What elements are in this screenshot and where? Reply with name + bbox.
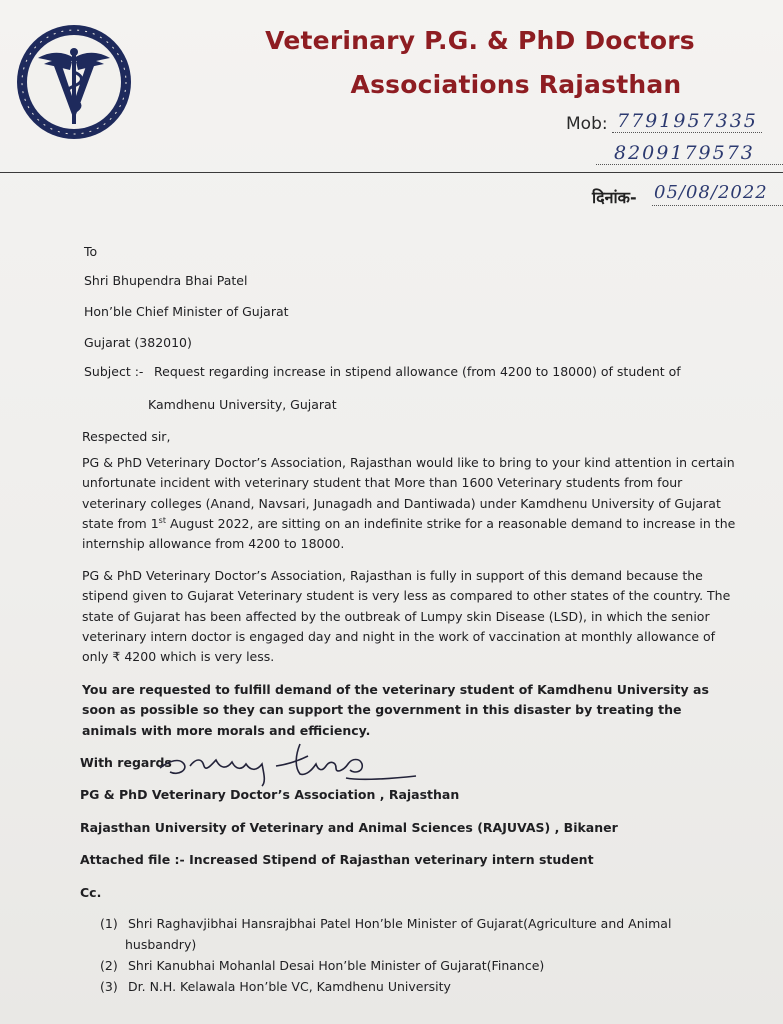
addressee-name: Shri Bhupendra Bhai Patel	[84, 273, 248, 288]
cc-item-2: Shri Kanubhai Mohanlal Desai Hon’ble Minister of Gujarat(Finance)	[128, 958, 545, 973]
handwritten-signature	[150, 730, 420, 790]
subject-line2: Kamdhenu University, Gujarat	[148, 397, 337, 412]
body-paragraph-1-part1: PG & PhD Veterinary Doctor’s Association, Rajasthan would like to bring to your kind attention in certain unfortunate incident with veterinary student that More than 1600 Veterinary students from four veterinary colleges (Anand, Navsari, Junagadh and Dantiwada) under Kamdhenu University of Gujarat state from 1	[82, 455, 735, 531]
mobile-label: Mob:	[566, 114, 608, 134]
university-name: Rajasthan University of Veterinary and Animal Sciences (RAJUVAS) , Bikaner	[80, 820, 618, 835]
date-value: 05/08/2022	[654, 182, 768, 203]
letterhead-divider	[0, 172, 783, 173]
attached-file: Attached file :- Increased Stipend of Rajasthan veterinary intern student	[80, 852, 594, 867]
ordinal-suffix: st	[158, 515, 166, 525]
veterinary-caduceus-logo	[14, 22, 134, 142]
cc-number-2: (2)	[100, 958, 118, 973]
cc-item-1-line2: husbandry)	[125, 937, 197, 952]
date-label: दिनांक-	[592, 188, 637, 207]
cc-label: Cc.	[80, 885, 102, 900]
mobile-dotted-line-1	[612, 132, 762, 133]
cc-item-3: Dr. N.H. Kelawala Hon’ble VC, Kamdhenu University	[128, 979, 451, 994]
date-dotted-line	[652, 205, 783, 206]
address-to: To	[84, 244, 98, 259]
mobile-number-2: 8209179573	[614, 142, 755, 164]
cc-number-3: (3)	[100, 979, 118, 994]
with-regards: With regards	[80, 755, 172, 770]
addressee-designation: Hon’ble Chief Minister of Gujarat	[84, 304, 289, 319]
signatory-organization: PG & PhD Veterinary Doctor’s Association , Rajasthan	[80, 787, 460, 802]
cc-number-1: (1)	[100, 916, 118, 931]
mobile-dotted-line-2	[596, 164, 783, 165]
body-paragraph-1	[82, 453, 737, 554]
cc-item-1-line1: Shri Raghavjibhai Hansrajbhai Patel Hon’ble Minister of Gujarat(Agriculture and Animal	[128, 916, 672, 931]
salutation: Respected sir,	[82, 429, 171, 444]
body-paragraph-2: PG & PhD Veterinary Doctor’s Association, Rajasthan is fully in support of this demand because the stipend given to Gujarat Veterinary student is very less as compared to other states of the country. The state of Gujarat has been affected by the outbreak of Lumpy skin Disease (LSD), in which the senior veterinary intern doctor is engaged day and night in the work of vaccination at monthly allowance of only ₹ 4200 which is very less.	[82, 568, 731, 665]
association-title-line2: Associations Rajasthan	[350, 70, 682, 99]
addressee-place: Gujarat (382010)	[84, 335, 192, 350]
subject-line1: Request regarding increase in stipend allowance (from 4200 to 18000) of student of	[154, 364, 681, 379]
body-paragraph-3: You are requested to fulfill demand of the veterinary student of Kamdhenu University as soon as possible so they can support the government in this disaster by treating the animals with more morals and efficiency.	[82, 682, 709, 738]
body-paragraph-1-part2: August 2022, are sitting on an indefinite strike for a reasonable demand to increase in the internship allowance from 4200 to 18000.	[82, 515, 736, 552]
subject-label: Subject :-	[84, 364, 144, 379]
mobile-number-1: 7791957335	[617, 110, 758, 132]
association-title-line1: Veterinary P.G. & PhD Doctors	[265, 26, 695, 55]
